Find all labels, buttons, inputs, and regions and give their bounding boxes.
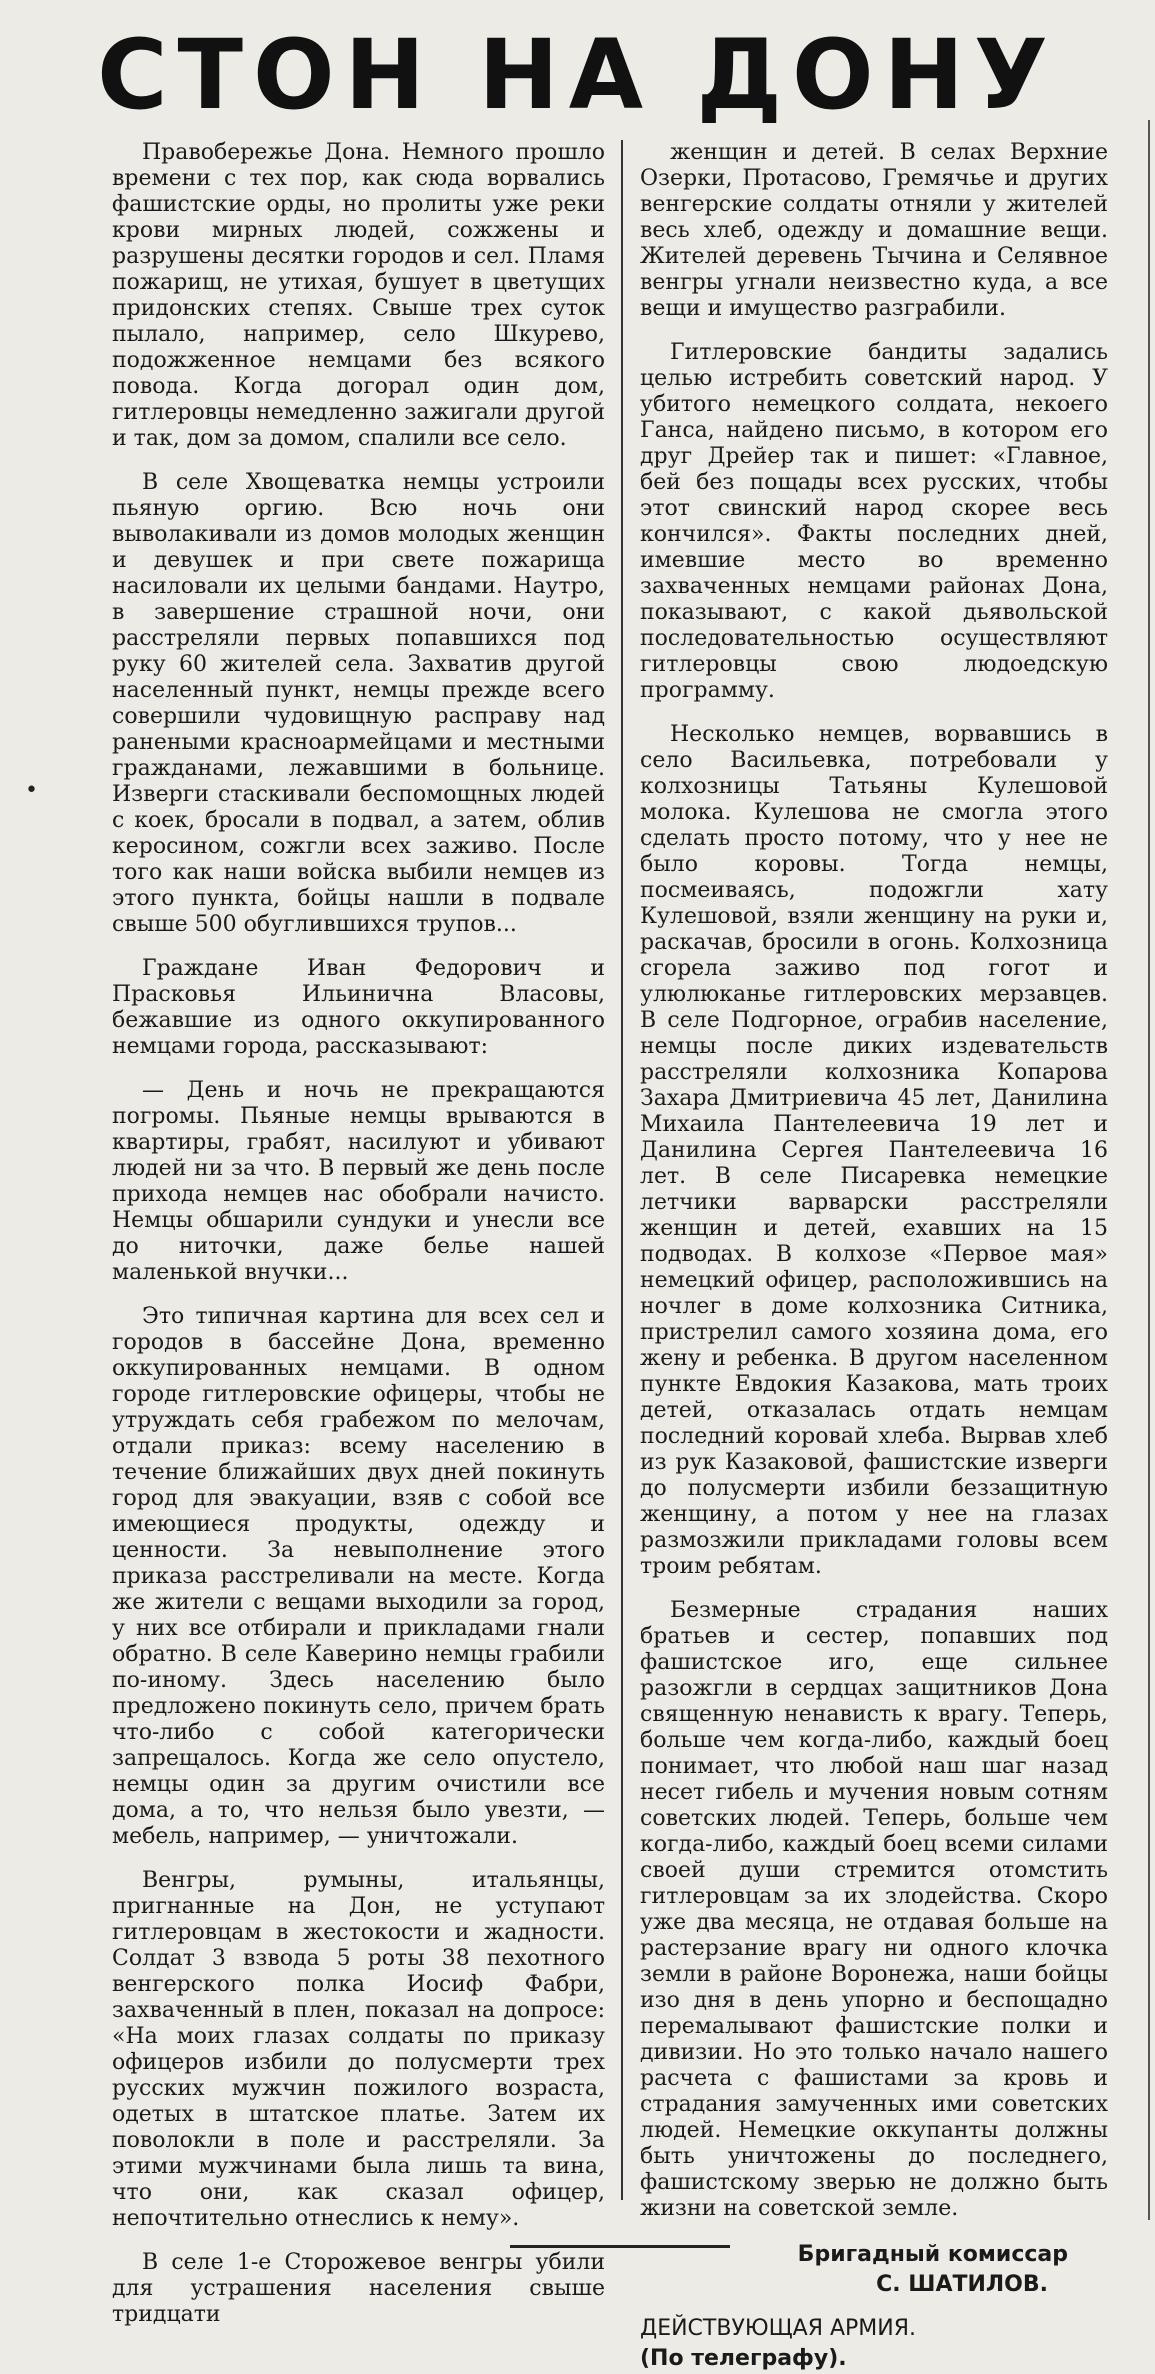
paragraph: женщин и детей. В селах Верхние Озерки, Протасово, Гремячье и других венгерские солдаты отняли у жителей весь хлеб, одежду и домашние вещи. Жителей деревень Тычина и Селявное венгры угнали неизвестно куда, а все вещи и имущество разграбили. (640, 140, 1108, 321)
paragraph: Граждане Иван Федорович и Прасковья Ильинична Власовы, бежавшие из одного оккупированного немцами города, рассказывают: (112, 956, 605, 1059)
dateline-note: (По телеграфу). (640, 2346, 847, 2371)
paragraph: Правобережье Дона. Немного прошло времени с тех пор, как сюда ворвались фашистские орды, но пролиты уже реки крови мирных людей, сожжены и разрушены десятки городов и сел. Пламя пожарищ, не утихая, бушует в цветущих придонских степях. Свыше трех суток пылало, например, село Шкурево, подожженное немцами без всякого повода. Когда догорал один дом, гитлеровцы немедленно зажигали другой и так, дом за домом, спалили все село. (112, 140, 605, 451)
paragraph: Венгры, румыны, итальянцы, пригнанные на Дон, не уступают гитлеровцам в жестокости и жадности. Солдат 3 взвода 5 роты 38 пехотного венгерского полка Иосиф Фабри, захваченный в плен, показал на допросе: «На моих глазах солдаты по приказу офицеров избили до полусмерти трех русских мужчин пожилого возраста, одетых в штатское платье. Затем их поволокли в поле и расстреляли. За этими мужчинами была лишь та вина, что они, как сказал офицер, непочтительно отнеслись к нему». (112, 1868, 605, 2231)
paragraph: В селе 1-е Сторожевое венгры убили для устрашения населения свыше тридцати (112, 2250, 605, 2327)
paragraph: Безмерные страдания наших братьев и сестер, попавших под фашистское иго, еще сильнее разожгли в сердцах защитников Дона священную ненависть к врагу. Теперь, больше чем когда-либо, каждый боец понимает, что любой наш шаг назад несет гибель и мучения новым сотням советских людей. Теперь, больше чем когда-либо, каждый боец всеми силами своей души стремится отомстить гитлеровцам за их злодейства. Скоро уже два месяца, не отдавая больше на растерзание врагу ни одного клочка земли в районе Воронежа, наши бойцы изо дня в день упорно и беспощадно перемалывают фашистские полки и дивизии. Но это только начало нашего расчета с фашистами за кровь и страдания замученных ими советских людей. Немецкие оккупанты должны быть уничтожены до последнего, фашистскому зверью не должно быть жизни на советской земле. (640, 1598, 1108, 2221)
paragraph: В селе Хвощеватка немцы устроили пьяную оргию. Всю ночь они выволакивали из домов молодых женщин и девушек и при свете пожарища насиловали их целыми бандами. Наутро, в завершение страшной ночи, они расстреляли первых попавшихся под руку 60 жителей села. Захватив другой населенный пункт, немцы прежде всего совершили чудовищную расправу над ранеными красноармейцами и местными гражданами, лежавшими в больнице. Изверги стаскивали беспомощных людей с коек, бросали в подвал, а затем, облив керосином, сожгли всех заживо. После того как наши войска выбили немцев из этого пункта, бойцы нашли в подвале свыше 500 обуглившихся трупов... (112, 470, 605, 937)
headline: СТОН НА ДОНУ (97, 19, 1058, 131)
column-divider (621, 140, 623, 2200)
signature-rank: Бригадный комиссар (797, 2242, 1068, 2267)
paragraph: Несколько немцев, ворвавшись в село Васильевка, потребовали у колхозницы Татьяны Кулешовой молока. Кулешова не смогла этого сделать просто потому, что у нее не было коровы. Тогда немцы, посмеиваясь, подожгли хату Кулешовой, взяли женщину на руки и, раскачав, бросили в огонь. Колхозница сгорела заживо под гогот и улюлюканье гитлеровских мерзавцев. В селе Подгорное, ограбив население, немцы после диких издевательств расстреляли колхозника Копарова Захара Дмитриевича 45 лет, Данилина Михаила Пантелеевича 19 лет и Данилина Сергея Пантелеевича 16 лет. В селе Писаревка немецкие летчики варварски расстреляли женщин и детей, ехавших на 15 подводах. В колхозе «Первое мая» немецкий офицер, расположившись на ночлег в доме колхозника Ситника, пристрелил самого хозяина дома, его жену и ребенка. В другом населенном пункте Евдокия Казакова, мать троих детей, отказалась отдать немцам последний коровай хлеба. Вырвав хлеб из рук Казаковой, фашистские изверги до полусмерти избили беззащитную женщину, а потом у нее на глазах размозжили прикладами головы всем троим ребятам. (640, 722, 1108, 1579)
paragraph: Гитлеровские бандиты задались целью истребить советский народ. У убитого немецкого солдата, некоего Ганса, найдено письмо, в котором его друг Дрейер так и пишет: «Главное, бей без пощады всех русских, чтобы этот свинский народ скорее весь кончился». Факты последних дней, имевшие место во временно захваченных немцами районах Дона, показывают, с какой дьявольской последовательностью осуществляют гитлеровцы свою людоедскую программу. (640, 340, 1108, 703)
closing-rule (510, 2245, 730, 2248)
article-column-left (112, 140, 605, 2327)
dateline-place: ДЕЙСТВУЮЩАЯ АРМИЯ. (640, 2316, 917, 2341)
article-column-right (640, 140, 1108, 2371)
paragraph: — День и ночь не прекращаются погромы. Пьяные немцы врываются в квартиры, грабят, насилуют и убивают людей ни за что. В первый же день после прихода немцев нас обобрали начисто. Немцы обшарили сундуки и унесли все до ниточки, даже белье нашей маленькой внучки... (112, 1078, 605, 1285)
margin-mark-icon: • (25, 778, 38, 803)
page-edge-rule (1148, 120, 1150, 2220)
paragraph: Это типичная картина для всех сел и городов в бассейне Дона, временно оккупированных немцами. В одном городе гитлеровские офицеры, чтобы не утруждать себя грабежом по мелочам, отдали приказ: всему населению в течение ближайших двух дней покинуть город для эвакуации, взяв с собой все имеющиеся продукты, одежду и ценности. За невыполнение этого приказа расстреливали на месте. Когда же жители с вещами выходили за город, у них все отбирали и прикладами гнали обратно. В селе Каверино немцы грабили по-иному. Здесь населению было предложено покинуть село, причем брать что-либо с собой категорически запрещалось. Когда же село опустело, немцы один за другим очистили все дома, а то, что нельзя было увезти, — мебель, например, — уничтожали. (112, 1304, 605, 1849)
signature-name: С. ШАТИЛОВ. (876, 2272, 1048, 2297)
